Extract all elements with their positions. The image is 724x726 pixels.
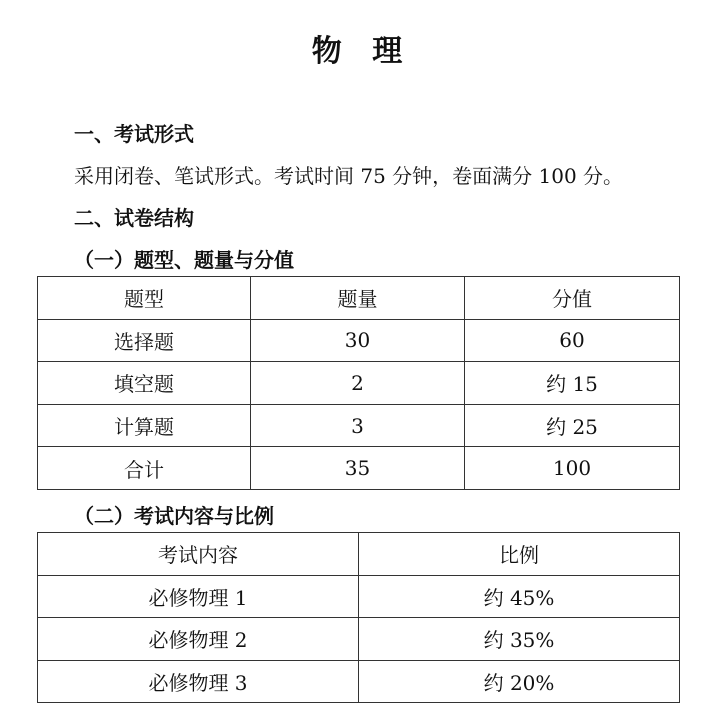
table-cell: 3	[251, 404, 465, 447]
content-ratio-table	[37, 532, 680, 703]
table-row	[38, 447, 680, 490]
header-cell: 分值	[465, 277, 680, 320]
table-cell: 填空题	[38, 362, 251, 405]
table-cell: 必修物理 1	[38, 575, 359, 618]
table-row	[38, 362, 680, 405]
table-row	[38, 618, 680, 661]
table-cell: 30	[251, 319, 465, 362]
header-cell: 比例	[359, 533, 680, 576]
header-cell: 考试内容	[38, 533, 359, 576]
subsection-heading-content-ratio: （二）考试内容与比例	[74, 504, 274, 528]
table-row	[38, 575, 680, 618]
table-row	[38, 319, 680, 362]
table-cell: 2	[251, 362, 465, 405]
table-cell: 选择题	[38, 319, 251, 362]
table-cell: 约 35%	[359, 618, 680, 661]
table-cell: 约 25	[465, 404, 680, 447]
table-cell: 35	[251, 447, 465, 490]
table-cell: 100	[465, 447, 680, 490]
table-row	[38, 660, 680, 703]
table-header-row	[38, 533, 680, 576]
question-types-table	[37, 276, 680, 490]
table-cell: 约 15	[465, 362, 680, 405]
exam-format-text: 采用闭卷、笔试形式。考试时间 75 分钟，卷面满分 100 分。	[74, 164, 624, 188]
table-header-row	[38, 277, 680, 320]
table-cell: 60	[465, 319, 680, 362]
page-title: 物 理	[311, 34, 413, 69]
table-cell: 必修物理 3	[38, 660, 359, 703]
table-cell: 计算题	[38, 404, 251, 447]
table-cell: 约 45%	[359, 575, 680, 618]
table-row	[38, 404, 680, 447]
header-cell: 题量	[251, 277, 465, 320]
table-cell: 约 20%	[359, 660, 680, 703]
header-cell: 题型	[38, 277, 251, 320]
table-cell: 合计	[38, 447, 251, 490]
section-heading-paper-structure: 二、试卷结构	[74, 206, 194, 230]
subsection-heading-question-types: （一）题型、题量与分值	[74, 248, 294, 272]
table-cell: 必修物理 2	[38, 618, 359, 661]
section-heading-exam-format: 一、考试形式	[74, 122, 194, 146]
